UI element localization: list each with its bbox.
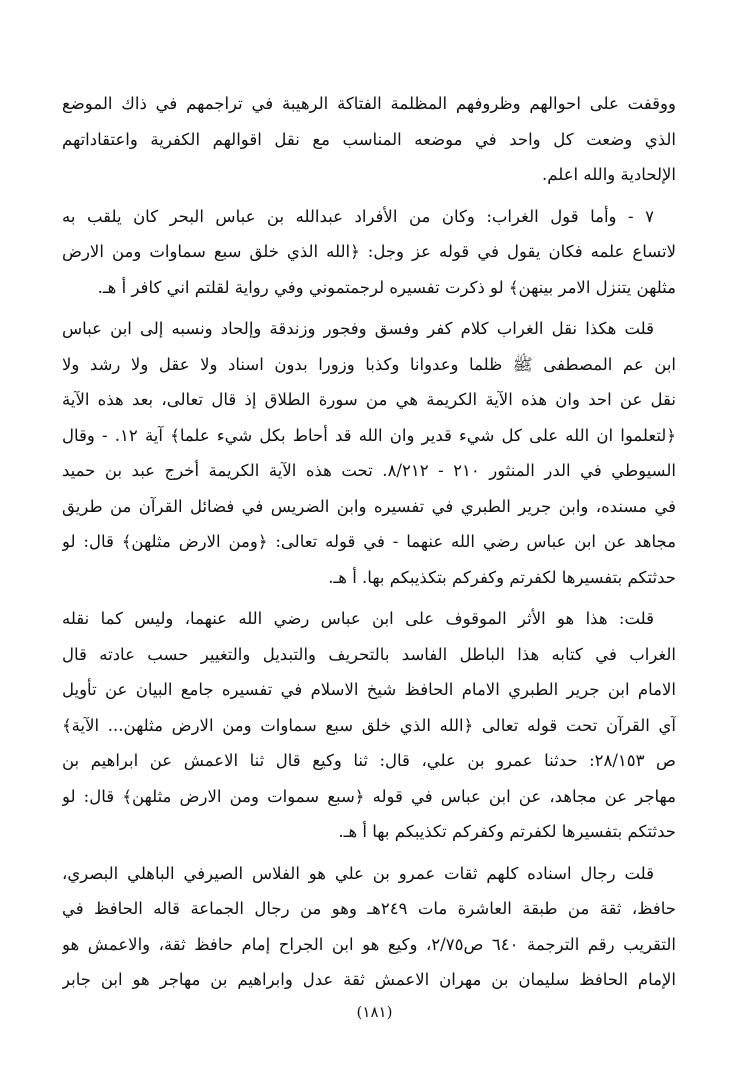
text-line: قلت هكذا نقل الغراب كلام كفر وفسق وفجور وزندقة وإلحاد ونسبه إلى ابن عباس (62, 319, 654, 338)
text-line: مجاهد عن ابن عباس رضي الله عنهما - في قوله تعالى: ﴿ومن الارض مثلهن﴾ قال: لو (62, 532, 676, 551)
text-line: مهاجر عن مجاهد، عن ابن عباس في قوله ﴿سبع سموات ومن الارض مثلهن﴾ قال: لو (62, 786, 676, 806)
text-line: ﴿لتعلموا ان الله على كل شيء قدير وان الله قد أحاط بكل شيء علما﴾ آية ١٢. - وقال (62, 425, 676, 445)
text-line: آي القرآن تحت قوله تعالى ﴿الله الذي خلق سبع سماوات ومن الارض مثلهن... الآية﴾ (62, 715, 676, 735)
paragraph-2 (62, 199, 676, 306)
text-line: نقل عن احد وان هذه الآية الكريمة هي من سورة الطلاق إذ قال تعالى، بعد هذه الآية (62, 390, 676, 409)
text-line: السيوطي في الدر المنثور ٢١٠ - ٨/٢١٢. تحت هذه الآية الكريمة أخرج عبد بن حميد (62, 461, 676, 480)
page-number: (١٨١) (356, 1003, 393, 1021)
text-line: الإمام الحافظ سليمان بن مهران الاعمش ثقة عدل وابراهيم بن مهاجر هو ابن جابر (62, 970, 676, 989)
text-line: حدثتكم بتفسيرها لكفرتم وكفركم تكذيبكم بها أ هـ. (338, 822, 676, 841)
text-line: حدثتكم بتفسيرها لكفرتم وكفركم بتكذيبكم بها. أ هـ. (328, 567, 676, 587)
document-body (62, 86, 676, 998)
paragraph-3 (62, 311, 676, 595)
text-line: ووقفت على احوالهم وظروفهم المظلمة الفتاكة الرهيبة في تراجمهم في ذاك الموضع (62, 94, 676, 113)
text-line: ابن عم المصطفى ﷺ ظلما وعدوانا وكذبا وزورا بدون اسناد ولا عقل ولا رشد ولا (62, 354, 676, 374)
text-line: ص ٢٨/١٥٣: حدثنا عمرو بن علي، قال: ثنا وكيع قال ثنا الاعمش عن ابراهيم بن (62, 751, 676, 770)
text-line: قلت: هذا هو الأثر الموقوف على ابن عباس رضي الله عنهما، وليس كما نقله (62, 609, 654, 628)
text-line: في مسنده، وابن جرير الطبري في تفسيره وابن الضريس في فضائل القرآن من طريق (62, 496, 676, 516)
text-line: مثلهن يتنزل الامر بينهن﴾ لو ذكرت تفسيره لرجمتموني وفي رواية لقلتم اني كافر أ هـ. (97, 277, 676, 297)
paragraph-5 (62, 856, 676, 998)
paragraph-4 (62, 601, 676, 850)
text-line: الذي وضعت كل واحد في موضعه المناسب مع نقل اقوالهم الكفرية واعتقاداتهم (62, 129, 676, 149)
text-line: الغراب في كتابه هذا الباطل الفاسد بالتحريف والتبديل والتغيير حسب عادته قال (62, 644, 676, 664)
text-line: التقريب رقم الترجمة ٦٤٠ ص٢/٧٥، وكيع هو ابن الجراح إمام حافظ ثقة، والاعمش هو (62, 934, 676, 954)
text-line: الامام ابن جرير الطبري الامام الحافظ شيخ الاسلام في تفسيره جامع البيان عن تأويل (62, 680, 676, 699)
text-line: ٧ - وأما قول الغراب: وكان من الأفراد عبدالله بن عباس البحر كان يلقب به (62, 206, 654, 226)
text-line: حافظ، ثقة من طبقة العاشرة مات ٢٤٩هـ وهو من رجال الجماعة قاله الحافظ في (62, 899, 676, 918)
text-line: الإلحادية والله اعلم. (542, 165, 676, 184)
paragraph-1 (62, 86, 676, 193)
text-line: قلت رجال اسناده كلهم ثقات عمرو بن علي هو الفلاس الصيرفي الباهلي البصري، (62, 863, 654, 883)
text-line: لاتساع علمه فكان يقول في قوله عز وجل: ﴿الله الذي خلق سبع سماوات ومن الارض (62, 242, 676, 261)
